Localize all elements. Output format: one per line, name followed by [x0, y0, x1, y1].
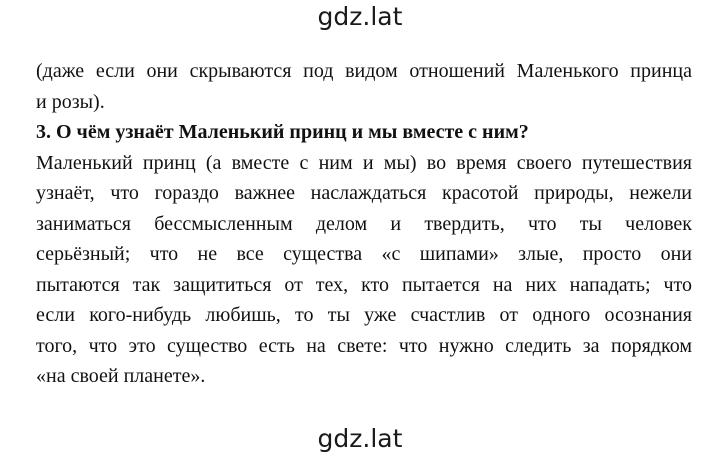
answer-line-6: если кого-нибудь любишь, то ты уже счастлив от одного осознания: [36, 304, 692, 326]
answer-line-5: пытаются так защититься от тех, кто пытается на них нападать; что: [36, 273, 692, 296]
intro-line-2: и розы).: [36, 90, 105, 113]
watermark-top: gdz.lat: [317, 2, 403, 31]
answer-line-7: того, что это существо есть на свете: что нужно следить за порядком: [36, 334, 692, 357]
answer-line-1: Маленький принц (а вместе с ним и мы) во время своего путешествия: [36, 151, 692, 174]
document-body: [36, 56, 692, 392]
watermark-bottom: gdz.lat: [317, 424, 403, 453]
answer-line-3: заниматься бессмысленным делом и твердить, что ты человек: [36, 212, 692, 235]
answer-line-4: серьёзный; что не все существа «с шипами» злые, просто они: [36, 243, 692, 265]
intro-line-1: (даже если они скрываются под видом отношений Маленького принца: [36, 60, 692, 82]
answer-line-8: «на своей планете».: [36, 365, 206, 387]
question-heading: 3. О чём узнаёт Маленький принц и мы вместе с ним?: [36, 121, 529, 143]
answer-line-2: узнаёт, что гораздо важнее наслаждаться красотой природы, нежели: [36, 182, 692, 204]
